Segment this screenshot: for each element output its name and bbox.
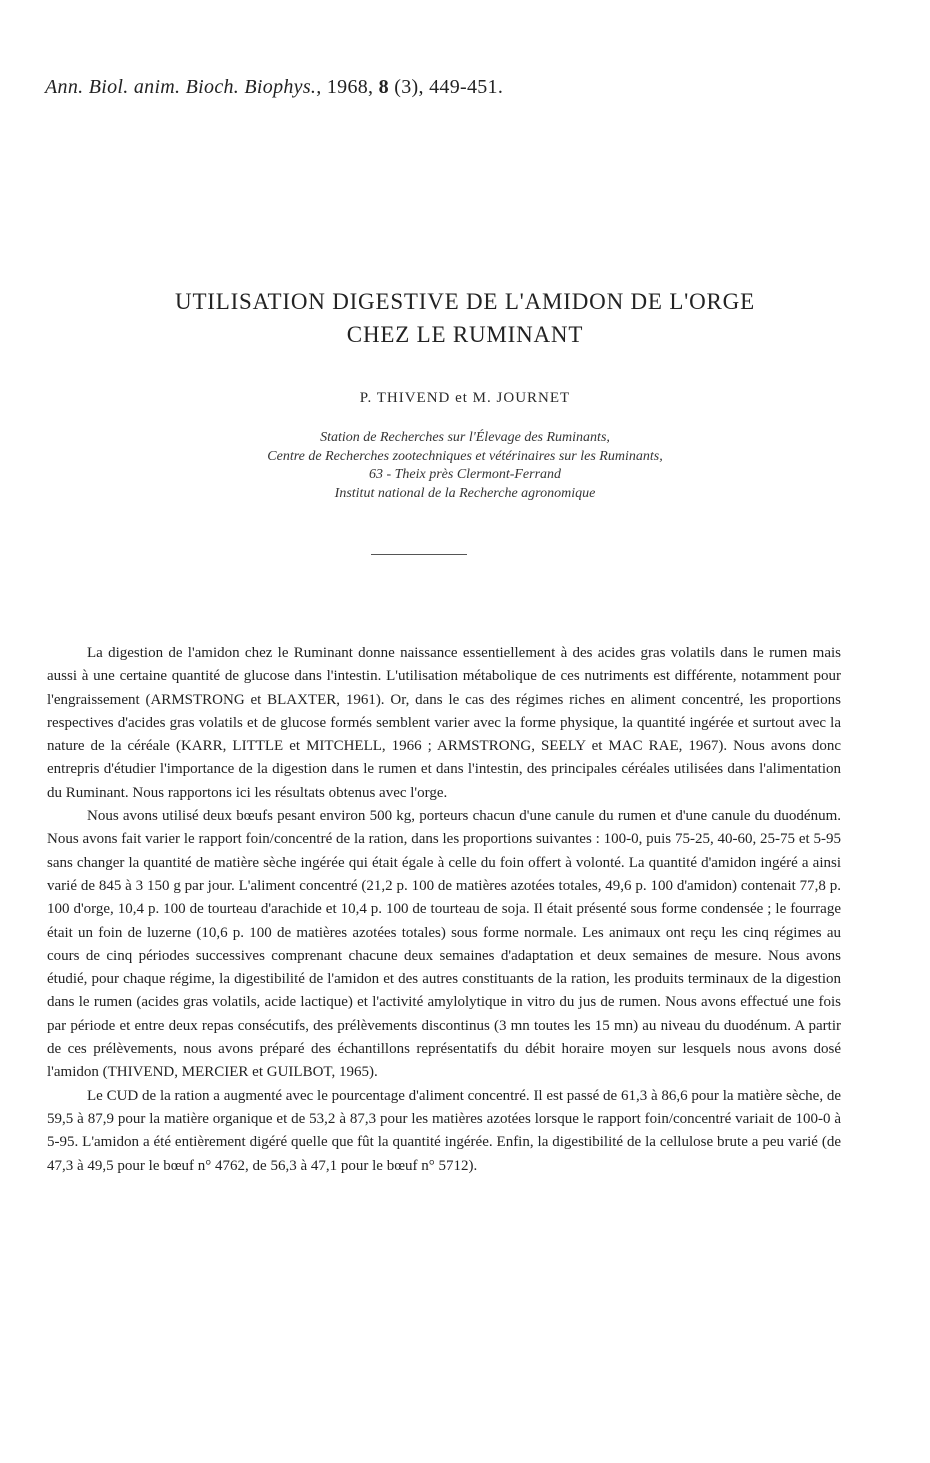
paragraph: Le CUD de la ration a augmenté avec le pourcentage d'aliment concentré. Il est passé de 61,3 à 86,6 pour la matière sèche, de 59,5 à 87,9 pour la matière organique et de 53,2 à 87,3 pour les matières azotées lorsque le rapport foin/concentré variait de 100-0 à 5-95. L'amidon a été entièrement digéré quelle que fût la quantité ingérée. Enfin, la digestibilité de la cellulose brute a peu varié (de 47,3 à 49,5 pour le bœuf n° 4762, de 56,3 à 47,1 pour le bœuf n° 5712). xyxy=(47,1087,841,1174)
affiliation-line: Centre de Recherches zootechniques et vétérinaires sur les Ruminants, xyxy=(267,448,663,464)
title-line-1: UTILISATION DIGESTIVE DE L'AMIDON DE L'ORGE xyxy=(175,289,755,314)
journal-issue-pages: (3), 449-451. xyxy=(394,76,504,98)
journal-year: 1968, xyxy=(326,76,374,98)
affiliation-line: Institut national de la Recherche agronomique xyxy=(334,485,596,501)
article-title xyxy=(40,285,890,351)
affiliation xyxy=(40,429,890,503)
paragraph: La digestion de l'amidon chez le Ruminant donne naissance essentiellement à des acides gras volatils dans le rumen mais aussi à une certaine quantité de glucose dans l'intestin. L'utilisation métabolique de ces nutriments est différente, notamment pour l'engraissement (ARMSTRONG et BLAXTER, 1961). Or, dans le cas des régimes riches en aliment concentré, les proportions respectives d'acides gras volatils et de glucose formés semblent varier avec la forme physique, la quantité ingérée et surtout avec la nature de la céréale (KARR, LITTLE et MITCHELL, 1966 ; ARMSTRONG, SEELY et MAC RAE, 1967). Nous avons donc entrepris d'étudier l'importance de la digestion dans le rumen et dans l'intestin, des principales céréales utilisées dans l'alimentation du Ruminant. Nous rapportons ici les résultats obtenus avec l'orge. xyxy=(47,645,841,801)
paragraph: Nous avons utilisé deux bœufs pesant environ 500 kg, porteurs chacun d'une canule du rumen et d'une canule du duodénum. Nous avons fait varier le rapport foin/concentré de la ration, dans les proportions suivantes : 100-0, puis 75-25, 40-60, 25-75 et 5-95 sans changer la quantité de matière sèche ingérée qui était égale à celle du foin offert à volonté. La quantité d'amidon ingéré a ainsi varié de 845 à 3 150 g par jour. L'aliment concentré (21,2 p. 100 de matières azotées totales, 49,6 p. 100 d'amidon) contenait 77,8 p. 100 d'orge, 10,4 p. 100 de tourteau d'arachide et 10,4 p. 100 de tourteau de soja. Il était présenté sous forme condensée ; le fourrage était un foin de luzerne (10,6 p. 100 de matières azotées totales) sous forme normale. Les animaux ont reçu les cinq régimes au cours de cinq périodes successives comprenant chacune deux semaines d'adaptation et deux semaines de mesure. Nous avons étudié, pour chaque régime, la digestibilité de l'amidon et des autres constituants de la ration, les produits terminaux de la digestion dans le rumen (acides gras volatils, acide lactique) et l'activité amylolytique in vitro du jus de rumen. Nous avons effectué une fois par période et entre deux repas consécutifs, des prélèvements discontinus (3 mn toutes les 15 mn) au niveau du duodénum. A partir de ces prélèvements, nous avons préparé des échantillons représentatifs du débit horaire moyen sur lesquels nous avons dosé l'amidon (THIVEND, MERCIER et GUILBOT, 1965). xyxy=(47,808,841,1081)
affiliation-line: Station de Recherches sur l'Élevage des Ruminants, xyxy=(320,430,610,445)
authors: P. THIVEND et M. JOURNET xyxy=(359,390,571,406)
journal-volume: 8 xyxy=(378,76,389,98)
article-body xyxy=(47,642,841,1178)
journal-citation xyxy=(45,76,503,99)
section-divider xyxy=(371,554,467,555)
title-line-2: CHEZ LE RUMINANT xyxy=(346,322,584,347)
affiliation-line: 63 - Theix près Clermont-Ferrand xyxy=(368,467,562,482)
journal-name: Ann. Biol. anim. Bioch. Biophys., xyxy=(45,76,322,98)
